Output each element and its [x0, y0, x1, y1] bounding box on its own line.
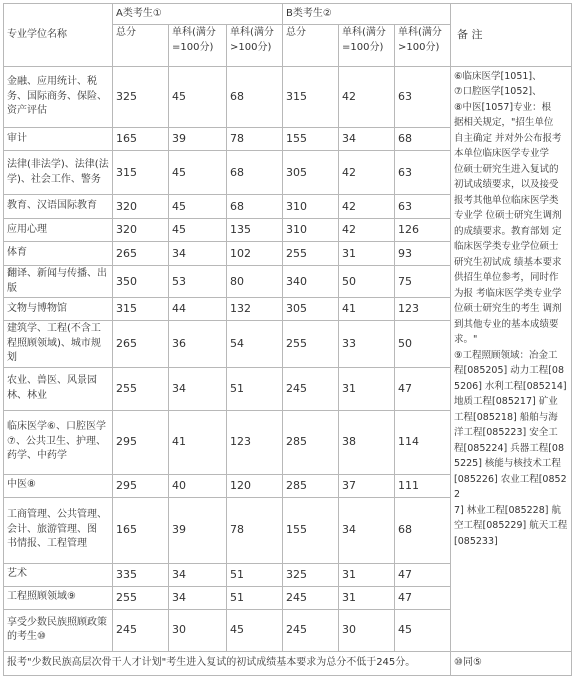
- score-b-single100-cell: 50: [339, 266, 395, 298]
- score-b-total-cell: 255: [283, 242, 339, 266]
- remark-note-line: 临床医学类专业学位硕士: [454, 241, 559, 253]
- score-a-single-gt100-cell: 123: [227, 410, 283, 474]
- score-b-single-gt100-cell: 47: [395, 586, 451, 609]
- remark-note-line: [085226] 农业工程[08522: [454, 473, 567, 501]
- score-b-single-gt100-cell: 75: [395, 266, 451, 298]
- b-single100-header: 单科(满分=100分): [339, 25, 395, 67]
- remark-note-line: 空工程[085229] 航天工程: [454, 520, 568, 532]
- score-b-single-gt100-cell: 63: [395, 195, 451, 219]
- degree-name-cell: 临床医学⑥、口腔医学⑦、公共卫生、护理、药学、中药学: [4, 410, 113, 474]
- subject-col-header: 专业学位名称: [4, 4, 113, 67]
- score-b-single100-cell: 31: [339, 242, 395, 266]
- score-b-total-cell: 285: [283, 410, 339, 474]
- degree-name-cell: 教育、汉语国际教育: [4, 195, 113, 219]
- a-total-header: 总分: [113, 25, 169, 67]
- degree-name-cell: 艺术: [4, 563, 113, 586]
- score-a-single-gt100-cell: 78: [227, 128, 283, 151]
- score-a-single-gt100-cell: 51: [227, 586, 283, 609]
- remark-note-line: 求。": [454, 334, 478, 346]
- score-b-total-cell: 310: [283, 219, 339, 242]
- score-b-single100-cell: 38: [339, 410, 395, 474]
- score-b-single-gt100-cell: 123: [395, 298, 451, 321]
- score-b-total-cell: 305: [283, 298, 339, 321]
- score-b-single-gt100-cell: 93: [395, 242, 451, 266]
- degree-name-cell: 法律(非法学)、法律(法学)、社会工作、警务: [4, 151, 113, 195]
- score-a-total-cell: 315: [113, 151, 169, 195]
- score-b-total-cell: 155: [283, 128, 339, 151]
- footnote-text: 报考"少数民族高层次骨干人才计划"考生进入复试的初试成绩基本要求为总分不低于245分。: [4, 651, 451, 675]
- score-a-total-cell: 325: [113, 67, 169, 128]
- score-a-single100-cell: 44: [169, 298, 227, 321]
- score-a-single100-cell: 53: [169, 266, 227, 298]
- degree-name-cell: 体育: [4, 242, 113, 266]
- score-a-total-cell: 245: [113, 609, 169, 651]
- score-table: [3, 3, 572, 676]
- remark-note-line: ⑧中医[1057]专业：根: [454, 101, 552, 113]
- score-b-total-cell: 340: [283, 266, 339, 298]
- score-b-total-cell: 255: [283, 321, 339, 368]
- score-b-single-gt100-cell: 68: [395, 128, 451, 151]
- remark-note-line: 位硕士研究生的考生 调剂: [454, 303, 562, 315]
- remark-note-line: 程[085205] 动力工程[08: [454, 365, 565, 377]
- degree-name-cell: 文物与博物馆: [4, 298, 113, 321]
- score-b-total-cell: 245: [283, 586, 339, 609]
- remark-note-line: 为报 考临床医学类专业学: [454, 287, 562, 299]
- score-b-single100-cell: 42: [339, 219, 395, 242]
- score-b-total-cell: 245: [283, 367, 339, 410]
- score-a-single-gt100-cell: 54: [227, 321, 283, 368]
- remark-note-line: 位硕士研究生进入复试的: [454, 163, 559, 175]
- score-b-total-cell: 155: [283, 497, 339, 563]
- score-b-single100-cell: 31: [339, 586, 395, 609]
- score-a-single-gt100-cell: 51: [227, 367, 283, 410]
- score-a-total-cell: 295: [113, 410, 169, 474]
- score-b-single-gt100-cell: 63: [395, 151, 451, 195]
- score-a-single100-cell: 39: [169, 497, 227, 563]
- degree-name-cell: 翻译、新闻与传播、出版: [4, 266, 113, 298]
- score-a-single100-cell: 34: [169, 367, 227, 410]
- remark-note-line: 的成绩要求。教育部划 定: [454, 225, 562, 237]
- a-single-gt100-header: 单科(满分>100分): [227, 25, 283, 67]
- score-a-single100-cell: 39: [169, 128, 227, 151]
- score-b-single100-cell: 42: [339, 151, 395, 195]
- score-a-total-cell: 315: [113, 298, 169, 321]
- remark-note-line: [085233]: [454, 535, 498, 547]
- remark-note-line: 洋工程[085223] 安全工: [454, 427, 558, 439]
- degree-name-cell: 中医⑧: [4, 474, 113, 497]
- score-a-total-cell: 165: [113, 128, 169, 151]
- b-single-gt100-header: 单科(满分>100分): [395, 25, 451, 67]
- score-b-single-gt100-cell: 47: [395, 367, 451, 410]
- remarks-header: 备 注: [451, 4, 572, 67]
- score-b-total-cell: 310: [283, 195, 339, 219]
- remark-note-line: 自主确定 并对外公布报考: [454, 132, 562, 144]
- degree-name-cell: 应用心理: [4, 219, 113, 242]
- remark-note-line: 5225] 核能与核技术工程: [454, 458, 561, 470]
- degree-name-cell: 审计: [4, 128, 113, 151]
- score-b-total-cell: 315: [283, 67, 339, 128]
- score-a-total-cell: 265: [113, 321, 169, 368]
- table-row: [4, 67, 572, 128]
- score-a-single100-cell: 36: [169, 321, 227, 368]
- score-a-single-gt100-cell: 132: [227, 298, 283, 321]
- score-b-single-gt100-cell: 45: [395, 609, 451, 651]
- score-b-total-cell: 245: [283, 609, 339, 651]
- score-a-single-gt100-cell: 102: [227, 242, 283, 266]
- degree-name-cell: 享受少数民族照顾政策的考生⑩: [4, 609, 113, 651]
- remark-note-line: 程[085224] 兵器工程[08: [454, 442, 565, 454]
- table-body: [4, 4, 572, 676]
- score-b-single-gt100-cell: 126: [395, 219, 451, 242]
- b-total-header: 总分: [283, 25, 339, 67]
- remark-note-line: ⑦口腔医学[1052]、: [454, 86, 542, 98]
- score-a-total-cell: 255: [113, 586, 169, 609]
- score-b-single100-cell: 31: [339, 563, 395, 586]
- a-single100-header: 单科(满分=100分): [169, 25, 227, 67]
- score-b-single100-cell: 41: [339, 298, 395, 321]
- footnote-row: [4, 651, 572, 675]
- group-b-header: B类考生②: [283, 4, 451, 25]
- score-a-single100-cell: 40: [169, 474, 227, 497]
- score-a-single-gt100-cell: 80: [227, 266, 283, 298]
- score-a-single100-cell: 41: [169, 410, 227, 474]
- degree-name-cell: 金融、应用统计、税务、国际商务、保险、资产评估: [4, 67, 113, 128]
- remark-note-line: 据相关规定，"招生单位: [454, 117, 554, 129]
- score-b-total-cell: 305: [283, 151, 339, 195]
- score-b-single100-cell: 37: [339, 474, 395, 497]
- score-a-single-gt100-cell: 45: [227, 609, 283, 651]
- score-b-single100-cell: 33: [339, 321, 395, 368]
- score-a-total-cell: 165: [113, 497, 169, 563]
- remark-note-line: 报考其他单位临床医学类: [454, 194, 559, 206]
- score-b-single-gt100-cell: 68: [395, 497, 451, 563]
- remark-note-line: ⑨工程照顾领域：冶金工: [454, 349, 558, 361]
- remark-note-line: 初试成绩要求，以及接受: [454, 179, 559, 191]
- score-a-total-cell: 265: [113, 242, 169, 266]
- score-b-single100-cell: 34: [339, 128, 395, 151]
- score-a-single100-cell: 45: [169, 219, 227, 242]
- score-a-single100-cell: 45: [169, 67, 227, 128]
- header-row-1: [4, 4, 572, 25]
- remark-note-line: 7] 林业工程[085228] 航: [454, 504, 561, 516]
- score-b-single100-cell: 30: [339, 609, 395, 651]
- score-b-single-gt100-cell: 63: [395, 67, 451, 128]
- score-a-single100-cell: 45: [169, 151, 227, 195]
- score-b-single100-cell: 31: [339, 367, 395, 410]
- score-b-single-gt100-cell: 50: [395, 321, 451, 368]
- score-b-single100-cell: 34: [339, 497, 395, 563]
- remark-note-line: 专业学 位硕士研究生调剂: [454, 210, 562, 222]
- remark-note-line: 地质工程[085217] 矿业: [454, 396, 558, 408]
- remark-note-line: 5206] 水利工程[085214]: [454, 380, 567, 392]
- score-a-single-gt100-cell: 68: [227, 195, 283, 219]
- remark-note-line: 研究生初试成 绩基本要求: [454, 256, 562, 268]
- score-a-total-cell: 335: [113, 563, 169, 586]
- score-b-total-cell: 325: [283, 563, 339, 586]
- degree-name-cell: 工商管理、公共管理、会计、旅游管理、图 书情报、工程管理: [4, 497, 113, 563]
- score-a-single100-cell: 34: [169, 242, 227, 266]
- remark-note-line: ⑥临床医学[1051]、: [454, 71, 542, 82]
- score-b-single-gt100-cell: 114: [395, 410, 451, 474]
- score-a-single100-cell: 34: [169, 563, 227, 586]
- score-a-single-gt100-cell: 51: [227, 563, 283, 586]
- score-b-single-gt100-cell: 47: [395, 563, 451, 586]
- score-a-single-gt100-cell: 68: [227, 151, 283, 195]
- remarks-notes-cell: [451, 67, 572, 652]
- score-a-single-gt100-cell: 68: [227, 67, 283, 128]
- degree-name-cell: 工程照顾领域⑨: [4, 586, 113, 609]
- score-a-total-cell: 255: [113, 367, 169, 410]
- score-a-single-gt100-cell: 78: [227, 497, 283, 563]
- remark-note-line: 工程[085218] 船舶与海: [454, 411, 558, 423]
- score-a-single100-cell: 34: [169, 586, 227, 609]
- score-a-single100-cell: 30: [169, 609, 227, 651]
- score-a-total-cell: 320: [113, 195, 169, 219]
- remark-note-line: 到其他专业的基本成绩要: [454, 318, 559, 330]
- footnote-remark: ⑩同⑤: [451, 651, 572, 675]
- score-b-single100-cell: 42: [339, 67, 395, 128]
- score-a-single100-cell: 45: [169, 195, 227, 219]
- score-b-total-cell: 285: [283, 474, 339, 497]
- degree-name-cell: 农业、兽医、风景园林、林业: [4, 367, 113, 410]
- group-a-header: A类考生①: [113, 4, 283, 25]
- score-a-total-cell: 320: [113, 219, 169, 242]
- score-a-total-cell: 295: [113, 474, 169, 497]
- score-a-single-gt100-cell: 135: [227, 219, 283, 242]
- score-b-single-gt100-cell: 111: [395, 474, 451, 497]
- remark-note-line: 本单位临床医学专业学: [454, 148, 550, 160]
- remark-note-line: 供招生单位参考，同时作: [454, 272, 559, 284]
- score-a-total-cell: 350: [113, 266, 169, 298]
- score-a-single-gt100-cell: 120: [227, 474, 283, 497]
- score-b-single100-cell: 42: [339, 195, 395, 219]
- degree-name-cell: 建筑学、工程(不含工程照顾领域)、城市规 划: [4, 321, 113, 368]
